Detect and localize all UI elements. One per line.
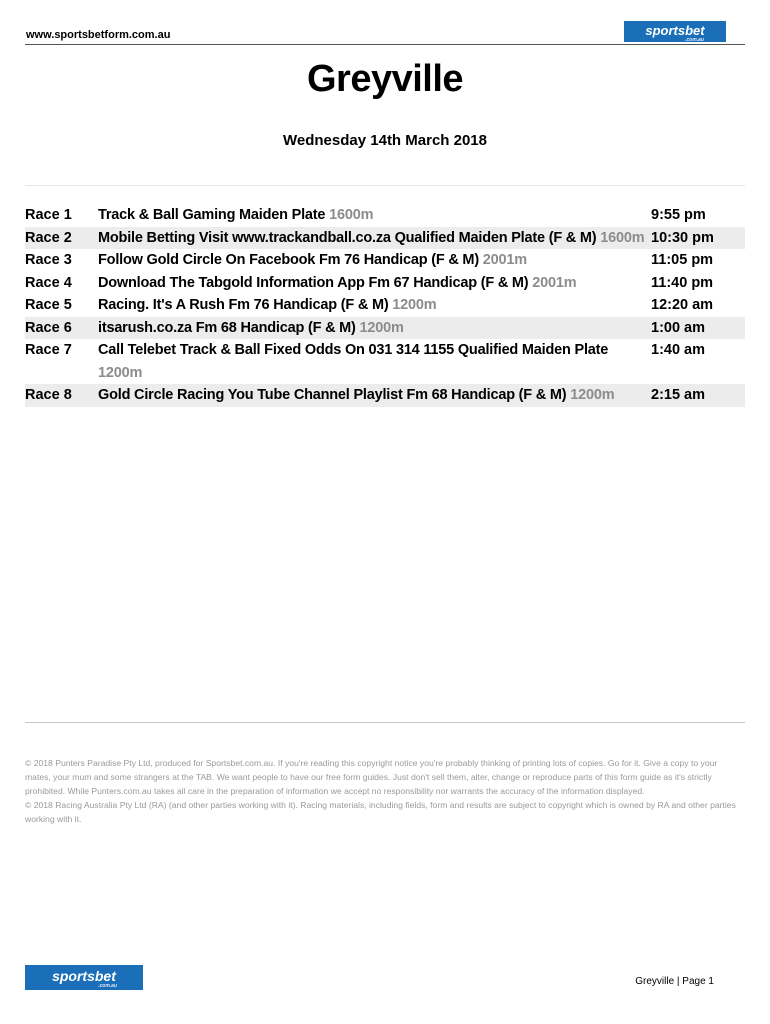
race-distance: 1600m — [329, 207, 374, 223]
page-number: Greyville | Page 1 — [635, 976, 714, 987]
race-distance: 1600m — [600, 229, 645, 246]
race-row-2 — [25, 227, 745, 250]
race-name: Follow Gold Circle On Facebook Fm 76 Handicap (F & M) — [98, 252, 479, 268]
race-number: Race 3 — [25, 252, 72, 268]
race-distance: 1200m — [359, 319, 404, 336]
meeting-title: Greyville — [306, 58, 464, 100]
race-name: Gold Circle Racing You Tube Channel Playlist Fm 68 Handicap (F & M) — [98, 387, 567, 403]
race-name: Mobile Betting Visit www.trackandball.co.za Qualified Maiden Plate (F & M) — [98, 229, 597, 246]
race-number: Race 4 — [25, 274, 72, 291]
sportsbet-logo-bottom — [25, 965, 143, 990]
header-divider — [25, 44, 745, 45]
race-distance: 2001m — [482, 252, 527, 268]
race-row-5 — [25, 294, 745, 317]
races-divider — [25, 185, 745, 186]
logo-domain: .com.au — [685, 37, 704, 43]
copyright-notice — [25, 756, 737, 826]
race-distance: 1200m — [392, 297, 437, 313]
race-name: itsarush.co.za Fm 68 Handicap (F & M) — [98, 319, 356, 336]
race-time: 9:55 pm — [651, 207, 706, 223]
race-list — [25, 204, 745, 407]
race-time: 12:20 am — [651, 297, 714, 313]
race-row-6 — [25, 317, 745, 340]
race-name: Racing. It's A Rush Fm 76 Handicap (F & M) — [98, 297, 389, 313]
copyright-punters: © 2018 Punters Paradise Pty Ltd, produced for Sportsbet.com.au. If you're reading this copyright notice you're probably thinking of printing lots of copies. Go for it. Give a copy to your mates, your mum and some strangers at the TAB. We want people to have our free form guides. Just don't sell them, alter, change or reproduce parts of this form guide as it's strictly prohibited. While Punters.com.au takes all care in the preparation of information we accept no responsibility nor warrants the accuracy of the information displayed. — [25, 758, 718, 796]
logo-wordmark: sportsbet — [645, 23, 705, 38]
race-row-8 — [25, 384, 745, 407]
race-distance: 2001m — [532, 274, 577, 291]
logo-domain: .com.au — [98, 983, 117, 989]
race-number: Race 2 — [25, 229, 72, 246]
race-number: Race 1 — [25, 207, 72, 223]
sportsbet-logo-top — [624, 21, 726, 42]
race-distance: 1200m — [98, 364, 143, 381]
race-time: 2:15 am — [651, 387, 706, 403]
race-row-4 — [25, 272, 745, 295]
race-name: Download The Tabgold Information App Fm 67 Handicap (F & M) — [98, 274, 529, 291]
meeting-date: Wednesday 14th March 2018 — [283, 132, 487, 149]
race-time: 11:05 pm — [651, 252, 714, 268]
race-time: 1:00 am — [651, 319, 706, 336]
footer-divider — [25, 722, 745, 723]
race-distance: 1200m — [570, 387, 615, 403]
race-number: Race 6 — [25, 319, 72, 336]
race-row-1 — [25, 204, 745, 227]
race-row-3 — [25, 249, 745, 272]
race-row-7 — [25, 339, 745, 384]
race-time: 10:30 pm — [651, 229, 714, 246]
race-time: 1:40 am — [651, 342, 706, 358]
copyright-racing-australia: © 2018 Racing Australia Pty Ltd (RA) (and other parties working with it). Racing materials, including fields, form and results are subject to copyright which is owned by RA and other parties working with it. — [25, 800, 736, 824]
race-number: Race 7 — [25, 342, 72, 358]
site-url[interactable]: www.sportsbetform.com.au — [26, 29, 171, 41]
race-number: Race 8 — [25, 387, 72, 403]
race-name: Track & Ball Gaming Maiden Plate — [98, 207, 326, 223]
race-name: Call Telebet Track & Ball Fixed Odds On 031 314 1155 Qualified Maiden Plate — [98, 342, 609, 358]
race-time: 11:40 pm — [651, 274, 714, 291]
logo-wordmark: sportsbet — [52, 968, 116, 984]
race-number: Race 5 — [25, 297, 72, 313]
